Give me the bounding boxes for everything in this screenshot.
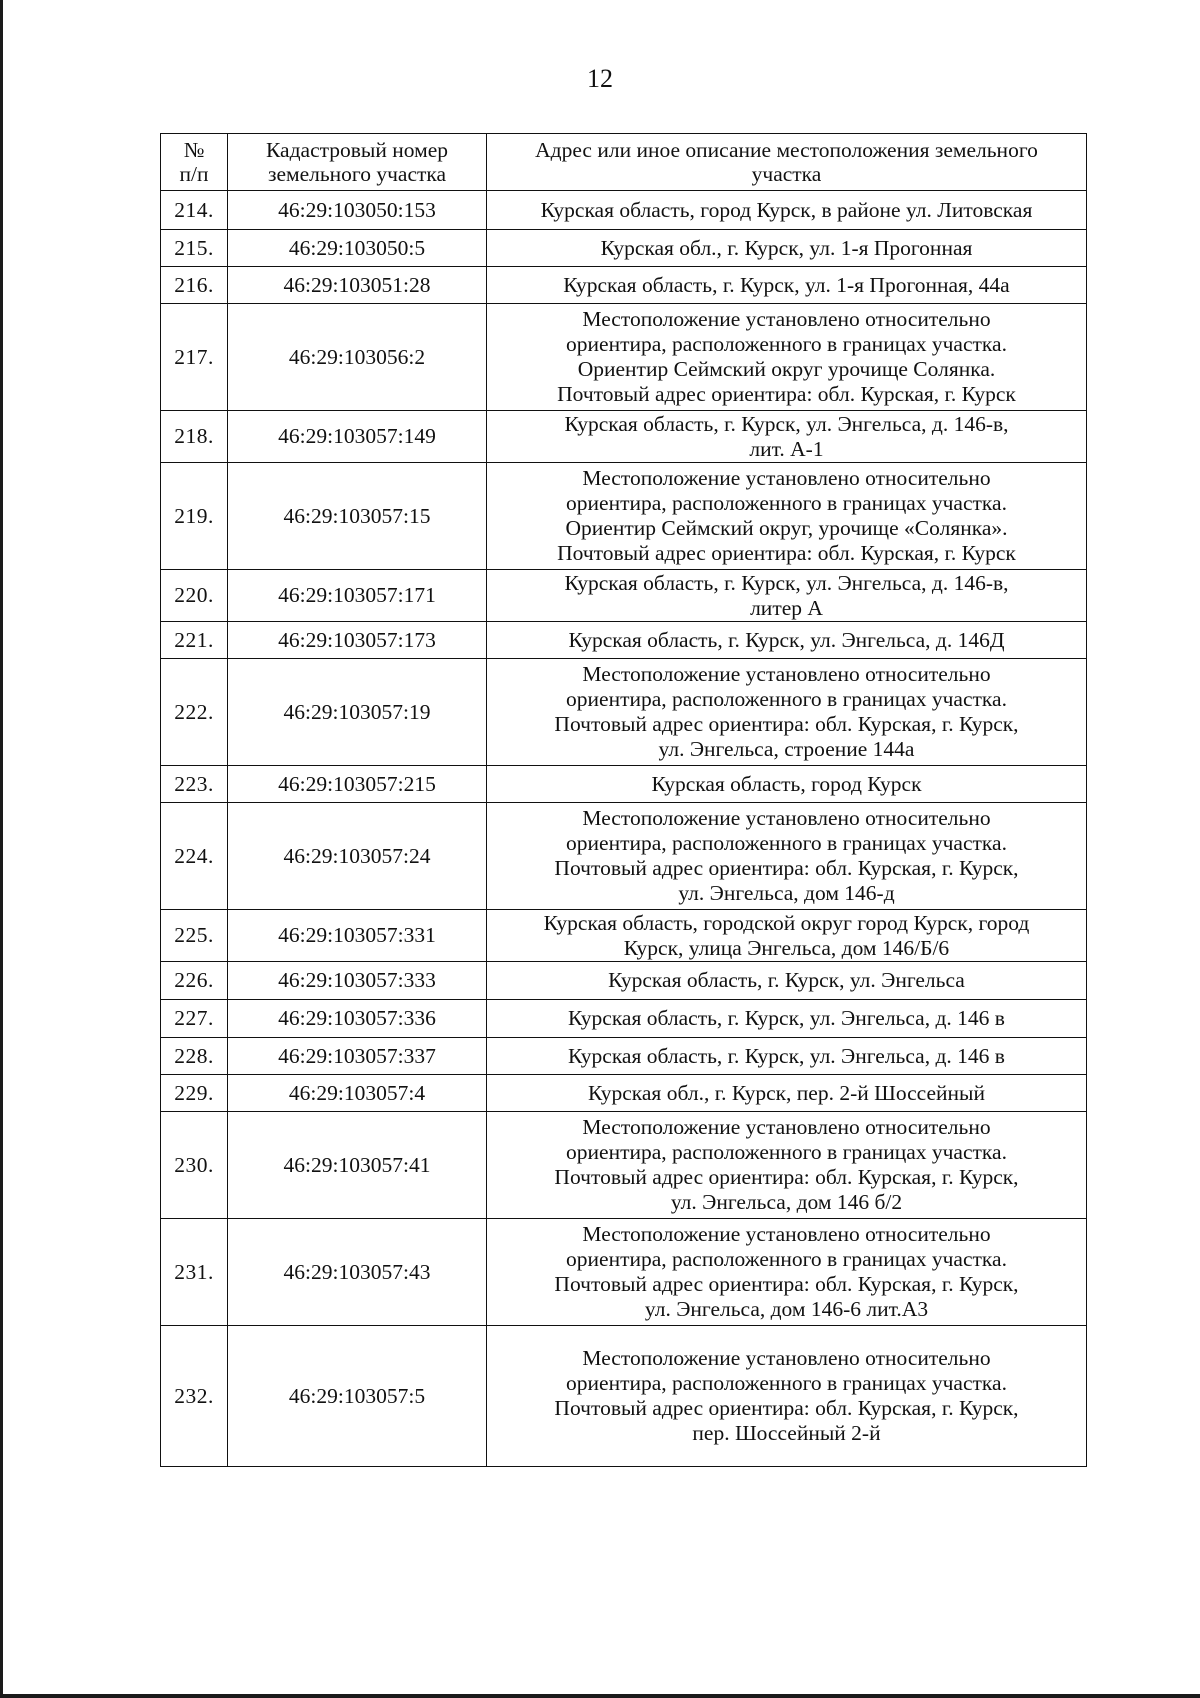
table-row	[161, 267, 1087, 304]
header-number: № п/п	[161, 134, 228, 191]
table-row	[161, 1075, 1087, 1112]
header-cadastral-number: Кадастровый номер земельного участка	[228, 134, 487, 191]
plot-address: Местоположение установлено относительно ориентира, расположенного в границах участка. Ориентир Сеймский округ урочище Солянка. Почтовый адрес ориентира: обл. Курская, г. Курск	[487, 304, 1087, 411]
cadastral-number: 46:29:103050:153	[228, 191, 487, 230]
row-number: 220.	[161, 570, 228, 622]
table-row	[161, 191, 1087, 230]
row-number: 223.	[161, 766, 228, 803]
plot-address: Курская область, город Курск, в районе ул. Литовская	[487, 191, 1087, 230]
row-number: 231.	[161, 1219, 228, 1326]
cadastral-number: 46:29:103057:331	[228, 910, 487, 962]
cadastral-number: 46:29:103057:215	[228, 766, 487, 803]
plot-address: Местоположение установлено относительно ориентира, расположенного в границах участка. Почтовый адрес ориентира: обл. Курская, г. Курск, ул. Энгельса, строение 144а	[487, 659, 1087, 766]
plot-address: Курская обл., г. Курск, пер. 2-й Шоссейный	[487, 1075, 1087, 1112]
cadastral-number: 46:29:103057:171	[228, 570, 487, 622]
plot-address: Курская область, г. Курск, ул. Энгельса, д. 146-в, литер А	[487, 570, 1087, 622]
cadastral-number: 46:29:103057:15	[228, 463, 487, 570]
row-number: 224.	[161, 803, 228, 910]
table-row	[161, 1112, 1087, 1219]
table-row	[161, 659, 1087, 766]
row-number: 219.	[161, 463, 228, 570]
plot-address: Курская область, г. Курск, ул. 1-я Прогонная, 44а	[487, 267, 1087, 304]
header-address: Адрес или иное описание местоположения земельного участка	[487, 134, 1087, 191]
cadastral-number: 46:29:103051:28	[228, 267, 487, 304]
row-number: 230.	[161, 1112, 228, 1219]
plot-address: Местоположение установлено относительно ориентира, расположенного в границах участка. Почтовый адрес ориентира: обл. Курская, г. Курск, пер. Шоссейный 2-й	[487, 1326, 1087, 1467]
table-row	[161, 962, 1087, 1000]
cadastral-number: 46:29:103057:337	[228, 1038, 487, 1075]
table-row	[161, 230, 1087, 267]
cadastral-number: 46:29:103057:333	[228, 962, 487, 1000]
cadastral-number: 46:29:103056:2	[228, 304, 487, 411]
plot-address: Курская область, г. Курск, ул. Энгельса, д. 146-в, лит. А-1	[487, 411, 1087, 463]
table-row	[161, 803, 1087, 910]
row-number: 229.	[161, 1075, 228, 1112]
row-number: 214.	[161, 191, 228, 230]
plot-address: Курская область, г. Курск, ул. Энгельса, д. 146 в	[487, 1000, 1087, 1038]
table-row	[161, 1000, 1087, 1038]
cadastral-number: 46:29:103057:41	[228, 1112, 487, 1219]
row-number: 218.	[161, 411, 228, 463]
table-row	[161, 622, 1087, 659]
table-row	[161, 766, 1087, 803]
table-row	[161, 463, 1087, 570]
plot-address: Местоположение установлено относительно ориентира, расположенного в границах участка. Почтовый адрес ориентира: обл. Курская, г. Курск, ул. Энгельса, дом 146-6 лит.А3	[487, 1219, 1087, 1326]
cadastral-number: 46:29:103057:19	[228, 659, 487, 766]
plot-address: Курская область, город Курск	[487, 766, 1087, 803]
row-number: 216.	[161, 267, 228, 304]
plot-address: Курская обл., г. Курск, ул. 1-я Прогонная	[487, 230, 1087, 267]
cadastral-number: 46:29:103057:5	[228, 1326, 487, 1467]
table-body	[161, 191, 1087, 1467]
cadastral-number: 46:29:103057:43	[228, 1219, 487, 1326]
plot-address: Курская область, городской округ город Курск, город Курск, улица Энгельса, дом 146/Б/6	[487, 910, 1087, 962]
row-number: 228.	[161, 1038, 228, 1075]
table-row	[161, 411, 1087, 463]
plot-address: Местоположение установлено относительно ориентира, расположенного в границах участка. Ориентир Сеймский округ, урочище «Солянка». Почтовый адрес ориентира: обл. Курская, г. Курск	[487, 463, 1087, 570]
row-number: 226.	[161, 962, 228, 1000]
cadastral-number: 46:29:103057:173	[228, 622, 487, 659]
row-number: 232.	[161, 1326, 228, 1467]
row-number: 221.	[161, 622, 228, 659]
cadastral-number: 46:29:103057:336	[228, 1000, 487, 1038]
cadastral-number: 46:29:103050:5	[228, 230, 487, 267]
row-number: 217.	[161, 304, 228, 411]
page-number: 12	[587, 64, 613, 93]
cadastral-number: 46:29:103057:4	[228, 1075, 487, 1112]
row-number: 215.	[161, 230, 228, 267]
row-number: 227.	[161, 1000, 228, 1038]
table-row	[161, 304, 1087, 411]
table-row	[161, 570, 1087, 622]
table-row	[161, 1038, 1087, 1075]
cadastral-number: 46:29:103057:149	[228, 411, 487, 463]
table-row	[161, 910, 1087, 962]
plot-address: Курская область, г. Курск, ул. Энгельса, д. 146Д	[487, 622, 1087, 659]
row-number: 222.	[161, 659, 228, 766]
plot-address: Местоположение установлено относительно ориентира, расположенного в границах участка. Почтовый адрес ориентира: обл. Курская, г. Курск, ул. Энгельса, дом 146-д	[487, 803, 1087, 910]
plot-address: Курская область, г. Курск, ул. Энгельса	[487, 962, 1087, 1000]
scan-edge-bottom	[0, 1694, 1200, 1698]
plot-address: Курская область, г. Курск, ул. Энгельса, д. 146 в	[487, 1038, 1087, 1075]
table-row	[161, 1219, 1087, 1326]
table-header-row	[161, 134, 1087, 191]
table-row	[161, 1326, 1087, 1467]
scan-edge-left	[0, 0, 3, 1698]
land-plots-table	[160, 133, 1087, 1467]
cadastral-number: 46:29:103057:24	[228, 803, 487, 910]
plot-address: Местоположение установлено относительно ориентира, расположенного в границах участка. Почтовый адрес ориентира: обл. Курская, г. Курск, ул. Энгельса, дом 146 б/2	[487, 1112, 1087, 1219]
row-number: 225.	[161, 910, 228, 962]
